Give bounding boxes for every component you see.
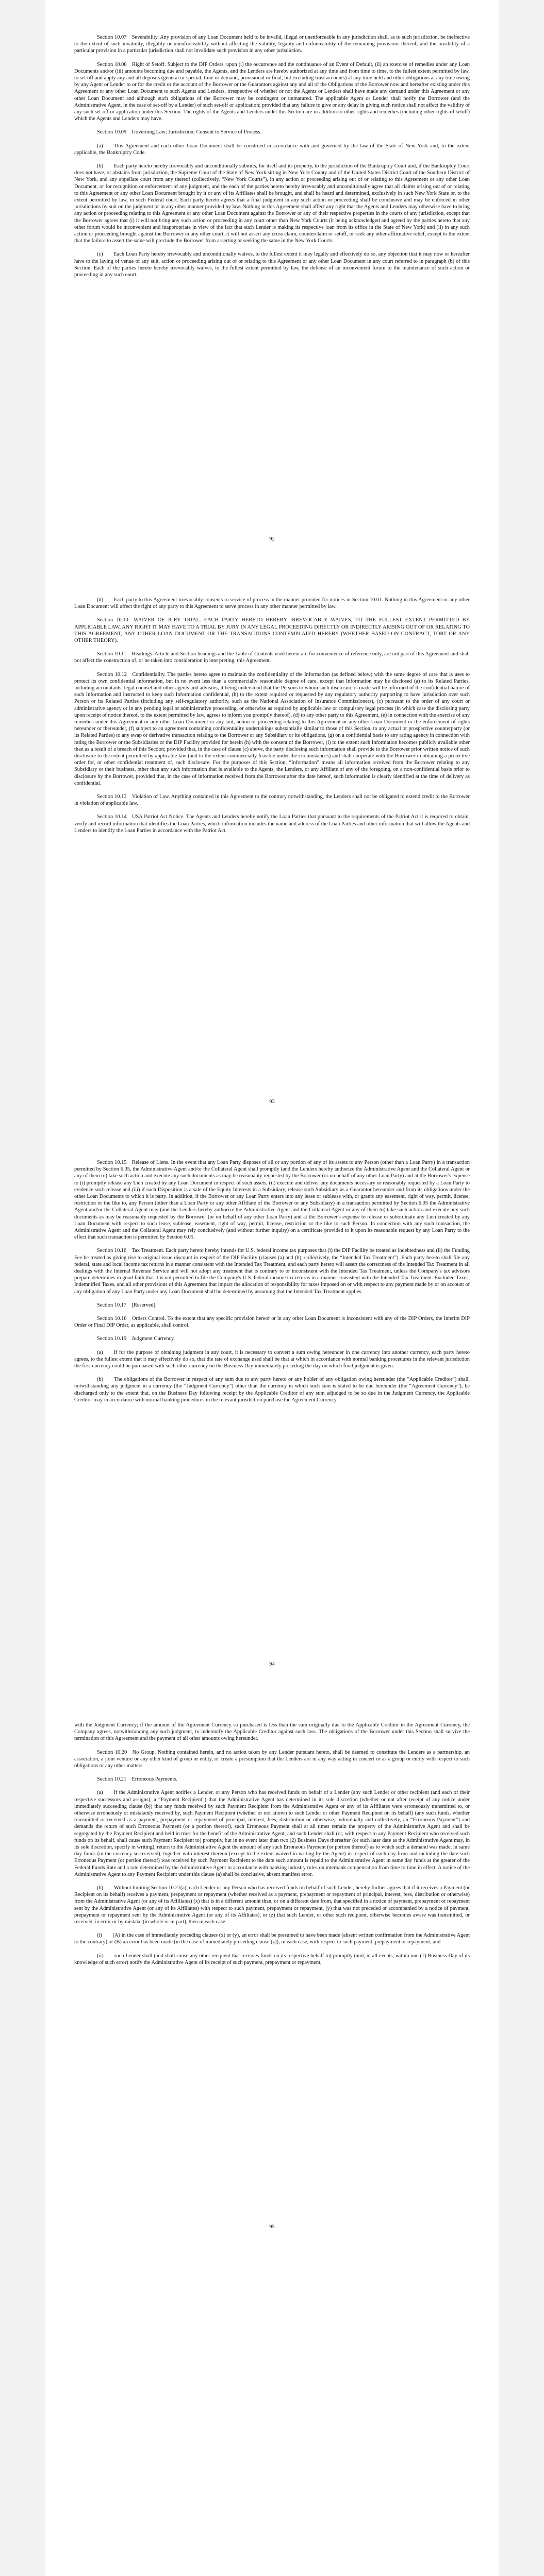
section-10-21-a: (a) If the Administrative Agent notifies a Lender, or any Person who has received funds on behalf of a Lender (any such Lender or other recipient (and each of their respective successors and assigns), a “Payment Recipient”) that the Administrative Agent has determined in its sole discretion (whether or not after receipt of any notice under immediately succeeding clause (b)) that any funds received by such Payment Recipient from the Administrative Agent or any of its Affiliates were erroneously transmitted to, or otherwise erroneously or mistakenly received by, such Payment Recipient (whether or not known to such Lender or other Payment Recipient on its behalf) (any such funds, whether transmitted or received as a payment, prepayment or repayment of principal, interest, fees, distribution or otherwise, individually and collectively, an “Erroneous Payment”) and demands the return of such Erroneous Payment (or a portion thereof), such Erroneous Payment shall at all times remain the property of the Administrative Agent and shall be segregated by the Payment Recipient and held in trust for the benefit of the Administrative Agent, and such Lender shall (or, with respect to any Payment Recipient who received such funds on its behalf, shall cause such Payment Recipient to) promptly, but in no event later than two (2) Business Days thereafter (or such later date as the Administrative Agent may, in its sole discretion, specify in writing), return to the Administrative Agent the amount of any such Erroneous Payment (or portion thereof) as to which such a demand was made, in same day funds (in the currency so received), together with interest thereon (except to the extent waived in writing by the Agent) in respect of each day from and including the date such Erroneous Payment (or portion thereof) was received by such Payment Recipient to the date such amount is repaid to the Administrative Agent in same day funds at the greater of the Federal Funds Rate and a rate determined by the Administrative Agent in accordance with banking industry rules on interbank compensation from time to time in effect. A notice of the Administrative Agent to any Payment Recipient under this clause (a) shall be conclusive, absent manifest error. (74, 1790, 470, 1877)
section-10-21-b: (b) Without limiting Section 10.21(a), each Lender or any Person who has received funds on behalf of such Lender, hereby further agrees that if it receives a Payment (or Recipient on its behalf) receives a payment, prepayment or repayment (whether received as a payment, prepayment or repayment of principal, interest, fees, distribution or otherwise) from the Administrative Agent (or any of its Affiliates) (x) that is in a different amount than, or on a different date from, that specified in a notice of payment, prepayment or repayment sent by the Administrative Agent (or any of its Affiliates) with respect to such payment, prepayment or repayment, (y) that was not preceded or accompanied by a notice of payment, prepayment or repayment sent by the Administrative Agent (or any of its Affiliates), or (z) that such Lender, or other such recipient, otherwise becomes aware was transmitted, or received, in error or by mistake (in whole or in part), then in each case: (74, 1885, 470, 1925)
page-number: 94 (269, 1662, 275, 1667)
section-10-12: Section 10.12 Confidentiality. The parties hereto agree to maintain the confidentiality of the Information (as defined below) with the same degree of care that is uses to protect its own confidential information, but in no event less than a commercially reasonable degree of care, except that Information may be disclosed (a) to its Related Parties, including accountants, legal counsel and other agents and advisors, it being understood that the Persons to whom such disclosure is made will be informed of the confidential nature of such Information and instructed to keep such Information confidential, (b) to the extent required or requested by any regulatory authority purporting to have jurisdiction over such Person or its Related Parties (including any self-regulatory authority, such as the National Association of Insurance Commissioners), (c) pursuant to the order of any court or administrative agency or in any pending legal or administrative proceeding, or otherwise as required by applicable law or compulsory legal process (in which case the disclosing party upon receipt of notice thereof, to the extent permitted by law, agrees to inform you promptly thereof), (d) to any other party to this Agreement, (e) in connection with the exercise of any remedies under this Agreement or any other Loan Document or any suit, action or proceeding relating to this Agreement or any other Loan Document or the enforcement of rights hereunder or thereunder, (f) subject to an agreement containing confidentiality undertakings substantially similar to those of this Section, to any actual or prospective counterparty (or its Related Parties) to any swap or derivative transaction relating to the Borrower or any Subsidiary or its obligations, (g) on a confidential basis to any rating agency in connection with rating the Borrower or the Subsidiaries or the DIP Facility provided for herein (h) with the consent of the Borrower, (i) to the extent such Information becomes publicly available other than as a result of a breach of this Section; provided that, in the case of clause (c) above, the party disclosing such information shall provide to the Borrower prior written notice of such disclosure to the extent permitted by applicable law (and to the extent commercially feasible under the circumstances) and shall cooperate with the Borrower in obtaining a protective order for, or other confidential treatment of, such disclosure. For the purposes of this Section, “Information” means all information received from the Borrower relating to any Subsidiary or their business, other than any such information that is available to the Agents, the Lenders, or any Affiliate of any of the foregoing, on a non-confidential basis prior to disclosure by the Borrower, provided that, in the case of information received from the Borrower after the date hereof, such information is clearly identified at the time of delivery as confidential. (74, 671, 470, 786)
section-10-17: Section 10.17 [Reserved]. (97, 1302, 157, 1308)
page-number: 92 (269, 536, 275, 542)
page (45, 1125, 499, 1688)
section-10-15: Section 10.15 Release of Liens. In the event that any Loan Party disposes of all or any portion of any of its assets to any Person (other than a Loan Party) in a transaction permitted by Section 6.05, the Administrative Agent and/or the Collateral Agent shall promptly (and the Lenders hereby authorize the Administrative Agent and the Collateral Agent or any of them to) take such action and execute any such documents as may be reasonably requested by the Borrower (or on behalf of any other Loan Party) and at the Borrower's expense to (i) promptly release any Lien created by any Loan Document in respect of such assets, (ii) execute and deliver any documents necessary or reasonably requested by a Loan Party to evidence such release and (iii) if such Disposition is a sale of the Equity Interests in a Subsidiary, release such Subsidiary as a Guarantor hereunder and from its obligations under the other Loan Documents to which it is party. In addition, if the Borrower or any Loan Party enters into any lease or sublease with, or grants any easement, right of way, permit, license, restriction or the like to, any Person (other than a Loan Party or any other Affiliate of the Borrower or any Subsidiary) in a transaction permitted by Section 6.05 the Administrative Agent and/or the Collateral Agent may (and the Lenders hereby authorize the Administrative Agent and the Collateral Agent or any of them to) take such action and execute any such documents as may be reasonably requested by the Borrower (or on behalf of any other Loan Party) and at the Borrower's expense to release or subordinate any Lien created by any Loan Document with respect to such lease, sublease, easement, right of way, permit, license, restriction or the like to such Person. In connection with any such transaction, the Administrative Agent and the Collateral Agent may rely conclusively (and without further inquiry) on a certificate provided to it upon its reasonable request by any Loan Party to the effect that such transaction is permitted by Section 6.05. (74, 1160, 470, 1241)
section-10-08: Section 10.08 Right of Setoff. Subject to the DIP Orders, upon (i) the occurrence and the continuance of an Event of Default, (ii) an exercise of remedies under any Loan Documents and/or (iii) amounts becoming due and payable, the Agents, and the Lenders are hereby authorized at any time and from time to time, to the fullest extent permitted by law, to set off and apply any and all deposits (general or special, time or demand, provisional or final, but excluding trust accounts) at any time held and other obligations at any time owing by any Agent or Lender to or for the credit or the account of the Borrower or the Guarantors against any and all of the Obligations of the Borrower now and hereafter existing under this Agreement or any other Loan Document to such Agents and Lenders, irrespective of whether or not the Agents or Lenders shall have made any demand under this Agreement or any other Loan Document and although such obligations of the Borrower may be contingent or unmatured. The applicable Agent or Lender shall notify the Borrower (and the Administrative Agent, in the case of set-off by a Lender) of such set-off or application; provided that any failure to give or any delay in giving such notice shall not affect the validity of any such set-off or application under this Section. The rights of the Agents and Lenders under this Section are in addition to other rights and remedies (including other rights of setoff) which the Agents and Lenders may have. (74, 61, 470, 122)
section-10-16: Section 10.16 Tax Treatment. Each party hereto hereby intends for U.S. federal income tax purposes that (i) the DIP Facility be treated as indebtedness and (ii) the Funding Fee be treated as giving rise to original issue discount in respect of the DIP Facility (clauses (a) and (b), collectively, the “Intended Tax Treatment”). Each party hereto shall file any federal, state and local income tax returns in a manner consistent with the Intended Tax Treatment, and each party hereto will assert the correctness of the Intended Tax Treatment in all dealings with the Internal Revenue Service and will not adopt any treatment that is contrary to or inconsistent with the Intended Tax Treatment, unless the Company's tax advisors prepare determines in good faith that it is not permitted to file the Company's U.S. federal income tax returns in a manner consistent with the Intended Tax Treatment. Excluded Taxes, Indemnified Taxes, and all other provisions of this Agreement that impact the allocation of responsibility for taxes imposed on or with respect to any payment made by or on account of any obligation of any Loan Party under any Loan Document shall be determined by assuming that the Intended Tax Treatment applies. (74, 1248, 470, 1295)
section-10-07: Section 10.07 Severability. Any provision of any Loan Document held to be invalid, illegal or unenforceable in any jurisdiction shall, as to such jurisdiction, be ineffective to the extent of such invalidity, illegality or unenforceability without affecting the validity, legality and enforceability of the remaining provisions thereof; and the invalidity of a particular provision in a particular jurisdiction shall not invalidate such provision in any other jurisdiction. (74, 35, 470, 54)
section-10-09-a: (a) This Agreement and each other Loan Document shall be construed in accordance with and governed by the law of the State of New York and, to the extent applicable, the Bankruptcy Code. (74, 143, 470, 156)
page (45, 2250, 499, 2576)
section-10-21-b-i: (i) (A) in the case of immediately preceding clauses (x) or (y), an error shall be presumed to have been made (absent written confirmation from the Administrative Agent to the contrary) or (B) an error has been made (in the case of immediately preceding clause (z)), in each case, with respect to such payment, prepayment or repayment; and (74, 1933, 470, 1945)
section-10-20: Section 10.20 No Group. Nothing contained herein, and no action taken by any Lender pursuant hereto, shall be deemed to constitute the Lenders as a partnership, an association, a joint venture or any other kind of group or entity, or create a presumption that the Lenders are in any way acting in concert or as a group or entity with respect to such obligations or any other matters. (74, 1749, 470, 1769)
page (45, 0, 499, 563)
section-10-19-heading: Section 10.19 Judgment Currency. (97, 1336, 175, 1342)
section-10-09-heading: Section 10.09 Governing Law; Jurisdiction; Consent to Service of Process. (97, 129, 262, 135)
section-10-19-b: (b) The obligations of the Borrower in respect of any sum due to any party hereto or any holder of any obligation owing hereunder (the “Applicable Creditor”) shall, notwithstanding any judgment in a currency (the “Judgment Currency”) other than the currency in which such sum is stated to be due hereunder (the “Agreement Currency”), be discharged only to the extent that, on the Business Day following receipt by the Applicable Creditor of any sum adjudged to be so due in the Judgment Currency, the Applicable Creditor may in accordance with normal banking procedures in the relevant jurisdiction purchase the Agreement Currency (74, 1377, 470, 1403)
section-10-19-continued: with the Judgment Currency; if the amount of the Agreement Currency so purchased is less than the sum originally due to the Applicable Creditor in the Agreement Currency, the Company agrees, notwithstanding any such judgment, to indemnify the Applicable Creditor against such loss. The obligations of the Borrower under this Section shall survive the termination of this Agreement and the payment of all other amounts owing hereunder. (74, 1722, 470, 1742)
section-10-11: Section 10.11 Headings. Article and Section headings and the Table of Contents used herein are for convenience of reference only, are not part of this Agreement and shall not affect the construction of, or be taken into consideration in interpreting, this Agreement. (74, 651, 470, 664)
section-10-21-heading: Section 10.21 Erroneous Payments. (97, 1776, 177, 1783)
section-10-09-c: (c) Each Loan Party hereby irrevocably and unconditionally waives, to the fullest extent it may legally and effectively do so, any objection that it may now or hereafter have to the laying of venue of any suit, action or proceeding arising out of or relating to this Agreement or any other Loan Document in any court referred to in paragraph (b) of this Section. Each of the parties hereto hereby irrevocably waives, to the fullest extent permitted by law, the defense of an inconvenient forum to the maintenance of such action or proceeding in any such court. (74, 251, 470, 278)
section-10-18: Section 10.18 Orders Control. To the extent that any specific provision hereof or in any other Loan Document is inconsistent with any of the DIP Orders, the Interim DIP Order or Final DIP Order, as applicable, shall control. (74, 1316, 470, 1329)
page-number: 95 (269, 2224, 275, 2230)
section-10-09-b: (b) Each party hereto hereby irrevocably and unconditionally submits, for itself and its property, to the jurisdiction of the Bankruptcy Court and, if the Bankruptcy Court does not have, or abstains from jurisdiction, the Supreme Court of the State of New York sitting in New York County and of the United States District Court of the Southern District of New York, and any appellate court from any thereof (collectively, “New York Courts”), in any action or proceeding arising out of or relating to this Agreement or any other Loan Document, or for recognition or enforcement of any judgment, and the each of the parties hereto hereby irrevocably and unconditionally agree that all claims arising out of or relating to this Agreement or any other Loan Document brought by it or any of its Affiliates shall be brought, and shall be heard and determined, exclusively in such New York State or, to the extent permitted by law, in such Federal court. Each party hereto agrees that a final judgment in any such action or proceeding shall be conclusive and may be enforced in other jurisdictions by suit on the judgment or in any other manner provided by law. Nothing in this Agreement shall affect any right that the Agents and Lenders may otherwise have to bring any action or proceeding relating to this Agreement or any other Loan Document against the Borrower or any of their respective properties in the courts of any jurisdiction, except that the Borrower agrees that (i) it will not bring any such action or proceeding in any court other than New York Courts (it being acknowledged and agreed by the parties hereto that any other forum would be inconvenient and inappropriate in view of the fact that such Lender is making its respective loan from its office in the State of New York) and (ii) in any such action or proceeding brought against the Borrower in any other court, it will not assert any cross claim, counterclaim or setoff, or seek any other affirmative relief, except to the extent that the failure to assert the same will preclude the Borrower from asserting or seeking the same in the New York Courts. (74, 163, 470, 244)
section-10-21-b-ii: (ii) such Lender shall (and shall cause any other recipient that receives funds on its respective behalf to) promptly (and, in all events, within one (1) Business Day of its knowledge of such error) notify the Administrative Agent of its receipt of such payment, prepayment or repayment, (74, 1953, 470, 1965)
section-10-10: Section 10.10 WAIVER OF JURY TRIAL. EACH PARTY HERETO HEREBY IRREVOCABLY WAIVES, TO THE FULLEST EXTENT PERMITTED BY APPLICABLE LAW, ANY RIGHT IT MAY HAVE TO A TRIAL BY JURY IN ANY LEGAL PROCEEDING DIRECTLY OR INDIRECTLY ARISING OUT OF OR RELATING TO THIS AGREEMENT, ANY OTHER LOAN DOCUMENT OR THE TRANSACTIONS CONTEMPLATED HEREBY (WHETHER BASED ON CONTRACT, TORT OR ANY OTHER THEORY). (74, 617, 470, 644)
page-number: 93 (269, 1099, 275, 1105)
section-10-13: Section 10.13 Violation of Law. Anything contained in this Agreement to the contrary notwithstanding, the Lenders shall not be obligated to extend credit to the Borrower in violation of applicable law. (74, 794, 470, 807)
page (45, 1688, 499, 2250)
page (45, 563, 499, 1125)
section-10-19-a: (a) If for the purpose of obtaining judgment in any court, it is necessary to convert a sum owing hereunder in one currency into another currency, each party hereto agrees, to the fullest extent that it may effectively do so, that the rate of exchange used shall be that at which in accordance with normal banking procedures in the relevant jurisdiction the first currency could be purchased with such other currency on the Business Day immediately preceding the day on which final judgment is given. (74, 1349, 470, 1369)
section-10-09-d: (d) Each party to this Agreement irrevocably consents to service of process in the manner provided for notices in Section 10.01. Nothing in this Agreement or any other Loan Document will affect the right of any party to this Agreement to serve process in any other manner permitted by law. (74, 597, 470, 610)
section-10-14: Section 10.14 USA Patriot Act Notice. The Agents and Lenders hereby notify the Loan Parties that pursuant to the requirements of the Patriot Act it is required to obtain, verify and record information that identifies the Loan Parties, which information includes the name and address of the Loan Parties and other information that will allow the Agents and Lenders to identify the Loan Parties in accordance with the Patriot Act. (74, 814, 470, 834)
